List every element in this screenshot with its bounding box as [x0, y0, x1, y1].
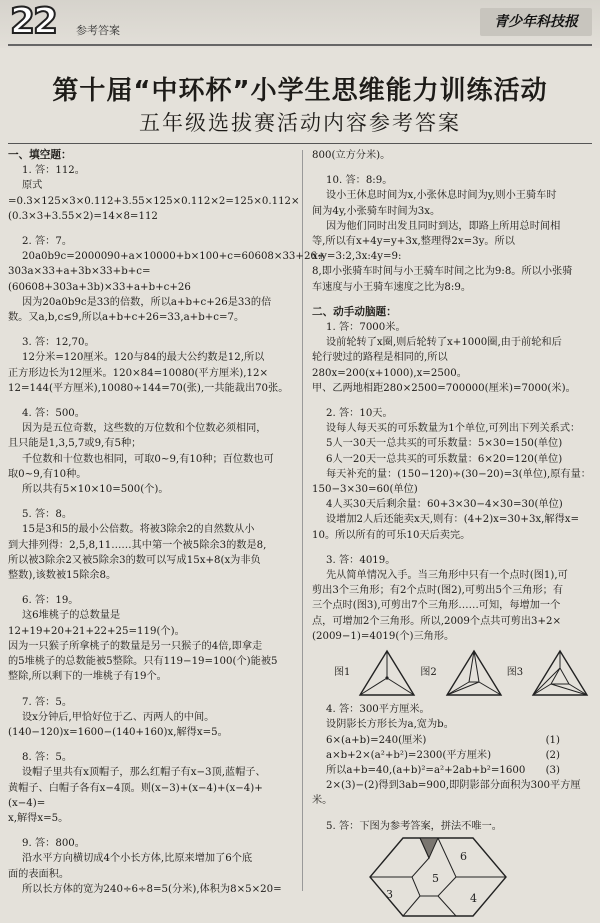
header-band	[0, 0, 600, 48]
solution-line: 所以共有5×10×10=500(个)。	[22, 484, 169, 496]
answer-line: 5. 答：8。	[22, 509, 73, 521]
equation: a×b+2×(a²+b²)=2300(平方厘米)	[326, 749, 492, 761]
solution-line: 面的表面积。	[8, 868, 70, 880]
answer-line: 5. 答：下图为参考答案，拼法不唯一。	[326, 820, 502, 832]
solution-line: 轮行驶过的路程是相同的,所以280x=200(x+1000),x=2500。	[312, 352, 467, 379]
section-heading: 一、填空题：	[8, 149, 72, 161]
answer-line: 4. 答：500。	[22, 408, 85, 420]
solution-line: 车速度与小王骑车速度之比为8:9。	[312, 281, 472, 293]
solution-line: (140−120)x=1600−(140+160)x,解得x=5。	[8, 726, 228, 738]
solution-line: 甲、乙两地相距280×2500=700000(厘米)=7000(米)。	[312, 382, 576, 394]
figure-label: 图1	[334, 666, 351, 678]
figure-label: 图3	[506, 666, 524, 678]
section-label: 参考答案	[76, 24, 120, 37]
solution-line: 因为他们同时出发且同时到达，即路上所用总时间相	[326, 220, 561, 232]
solution-line: 到大排列得：2,5,8,11……其中第一个被5除余3的数是8,	[8, 539, 267, 551]
tile-label: 5	[432, 871, 439, 885]
equation-tag: (1)	[545, 734, 560, 746]
solution-line: 数。又a,b,c≤9,所以a+b+c+26=33,a+b+c=7。	[8, 312, 245, 324]
solution-line: 先从简单情况入手。当三角形中只有一个点时(图1),可	[326, 570, 568, 582]
solution-line: 取0~9,有10种。	[8, 468, 87, 480]
solution-line: 所以长方体的宽为240÷6÷8=5(分米),体积为8×5×20=	[22, 883, 282, 895]
answer-line: 2. 答：10天。	[326, 408, 393, 420]
answer-line: 10. 答：8:9。	[326, 175, 393, 187]
answer-line: 7. 答：5。	[22, 696, 73, 708]
solution-line: (0.3×3+3.55×2)=14×8=112	[8, 210, 158, 222]
solution-line: 黄帽子、白帽子各有x−4顶。则(x−3)+(x−4)+(x−4)+(x−4)=	[8, 782, 263, 809]
solution-line: 所以被3除余2又被5除余3的数可以写成15x+8(x为非负	[8, 554, 261, 566]
answer-line: 3. 答：12,70。	[22, 337, 95, 349]
solution-line: 每天补充的量：(150−120)÷(30−20)=3(单位),原有量：	[326, 468, 591, 480]
title-rule	[8, 143, 592, 144]
equation-row	[312, 763, 594, 778]
solution-line: 800(立方分米)。	[312, 150, 391, 161]
tile-label: 4	[470, 891, 477, 905]
triangle-figure-2	[445, 648, 503, 698]
left-column	[8, 148, 326, 897]
solution-line: 且只能是1,3,5,7或9,有5种；	[8, 438, 142, 450]
answer-line: 2. 答：7。	[22, 236, 73, 248]
answer-line: 9. 答：800。	[22, 838, 85, 850]
solution-line: 整数),该数被15除余8。	[8, 570, 117, 582]
equation-row	[312, 748, 594, 763]
solution-line: 4人买30天后剩余量：60+3×30−4×30=30(单位)	[326, 499, 563, 511]
solution-line: 因为是五位奇数，这些数的万位数和个位数必须相同，	[22, 423, 267, 435]
answer-line: 6. 答：19。	[22, 595, 79, 607]
solution-line: 剪出3个三角形；有2个点时(图2),可剪出5个三角形；有	[312, 585, 564, 597]
tile-label: 6	[460, 849, 467, 863]
answer-line: 1. 答：112。	[22, 165, 85, 177]
header-rule	[8, 44, 592, 46]
answer-line: 8. 答：5。	[22, 752, 73, 764]
solution-line: 10。所以所有的可乐10天后卖完。	[312, 529, 471, 541]
solution-line: 等,所以有x+4y=y+3x,整理得2x=3y。所以x:y=3:2,3x:4y=9:	[312, 236, 515, 263]
section-heading: 二、动手动脑题：	[312, 305, 397, 318]
equation-tag: (3)	[545, 764, 560, 776]
answer-line: 4. 答：300平方厘米。	[326, 704, 430, 716]
solution-line: 三个点时(图3),可剪出7个三角形……可知，每增加一个	[312, 600, 561, 612]
solution-line: 千位数和十位数也相同，可取0~9,有10种；百位数也可	[22, 453, 274, 465]
solution-line: 12分米=120厘米。120与84的最大公约数是12,所以	[22, 352, 265, 364]
solution-line: 正方形边长为12厘米。120×84=10080(平方厘米),12×	[8, 367, 268, 379]
solution-line: 设增加2人后还能卖x天,则有：(4+2)x=30+3x,解得x=	[326, 514, 580, 526]
brand-logo: 青少年科技报	[480, 8, 592, 36]
triangle-figure-1	[358, 648, 416, 698]
solution-line: 间为4y,小张骑车时间为3x。	[312, 205, 441, 217]
solution-line: 设x分钟后,甲恰好位于乙、丙两人的中间。	[22, 711, 215, 723]
solution-line: 设每人每天买的可乐数量为1个单位,可列出下列关系式：	[326, 423, 581, 435]
solution-line: x,解得x=5。	[8, 812, 69, 824]
equation: 所以a+b=40,(a+b)²=a²+2ab+b²=1600	[326, 764, 526, 776]
right-column	[312, 148, 594, 923]
solution-line: 因为一只猴子所拿桃子的数量是另一只猴子的4倍,即拿走	[8, 640, 263, 652]
solution-line: 150−3×30=60(单位)	[312, 484, 418, 496]
answer-line: 3. 答：4019。	[326, 554, 396, 566]
solution-line: 12=144(平方厘米),10080÷144=70(张),一共能裁出70张。	[8, 382, 289, 394]
solution-line: 8,即小张骑车时间与小王骑车时间之比为9:8。所以小张骑	[312, 266, 573, 278]
solution-line: 设帽子里共有x顶帽子，那么红帽子有x−3顶,蓝帽子、	[22, 767, 266, 779]
triangle-figure-3	[531, 648, 589, 698]
triangle-figures	[312, 648, 594, 698]
solution-line: 设前轮转了x圈,则后轮转了x+1000圈,由于前轮和后	[326, 337, 562, 349]
hexagon-tiling-figure	[368, 836, 508, 918]
solution-line: 原式=0.3×125×3×0.112+3.55×125×0.112×2=125×0.112×	[8, 180, 300, 207]
solution-line: (2009−1)=4019(个)三角形。	[312, 630, 455, 642]
solution-line: 整除,所以剩下的一堆桃子有19个。	[8, 671, 167, 683]
solution-line: 2×(3)−(2)得到3ab=900,即阴影部分面积为300平方厘米。	[312, 780, 581, 807]
solution-line: 因为20a0b9c是33的倍数，所以a+b+c+26是33的倍	[22, 296, 272, 308]
equation: 6×(a+b)=240(厘米)	[326, 734, 427, 746]
solution-line: 15是3和5的最小公倍数。将被3除余2的自然数从小	[22, 524, 255, 536]
solution-line: 303a×33+a+3b×33+b+c=(60608+303a+3b)×33+a+b+c+26	[8, 266, 191, 293]
solution-line: 6人一20天一总共买的可乐数量：6×20=120(单位)	[326, 453, 563, 465]
solution-line: 20a0b9c=2000090+a×10000+b×100+c=60608×33+26+	[22, 251, 326, 263]
solution-line: 这6堆桃子的总数量是12+19+20+21+22+25=119(个)。	[8, 610, 185, 637]
solution-line: 沿水平方向横切成4个小长方体,比原来增加了6个底	[22, 853, 253, 865]
figure-label: 图2	[420, 666, 437, 678]
page-title: 第十届“中环杯”小学生思维能力训练活动	[52, 76, 548, 106]
tile-label: 3	[386, 887, 393, 901]
solution-line: 5人一30天一总共买的可乐数量：5×30=150(单位)	[326, 438, 563, 450]
page-number: 22	[10, 1, 57, 42]
page-subtitle: 五年级选拔赛活动内容参考答案	[139, 111, 461, 135]
solution-line: 点，可增加2个三角形。所以,2009个点共可剪出3+2×	[312, 615, 562, 627]
solution-line: 的5堆桃子的总数能被5整除。只有119−19=100(个)能被5	[8, 656, 278, 668]
equation-row	[312, 733, 594, 748]
answer-line: 1. 答：7000米。	[326, 322, 406, 334]
equation-tag: (2)	[545, 749, 560, 761]
solution-line: 设阴影长方形长为a,宽为b。	[326, 719, 454, 731]
solution-line: 设小王休息时间为x,小张休息时间为y,则小王骑车时	[326, 190, 557, 202]
